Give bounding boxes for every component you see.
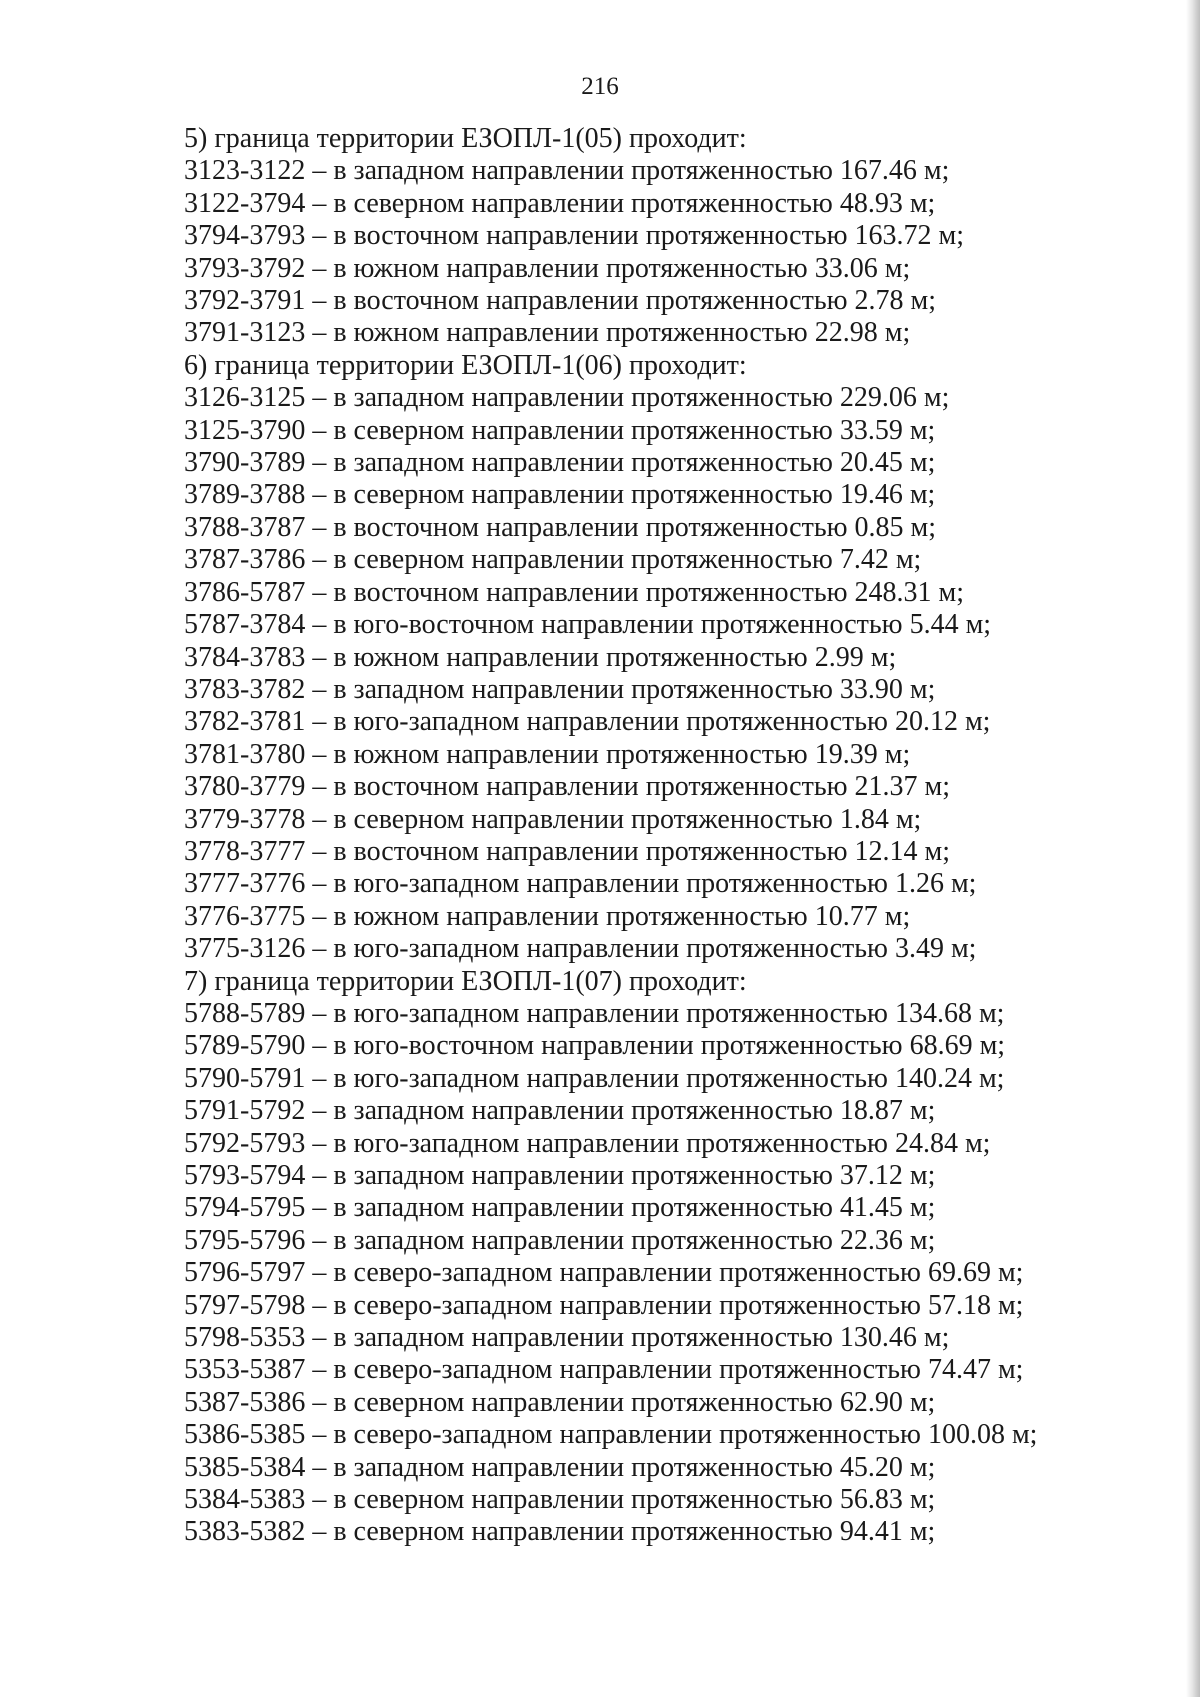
boundary-segment: 3779-3778 – в северном направлении протяженностью 1.84 м; bbox=[184, 803, 922, 835]
boundary-segment: 5792-5793 – в юго-западном направлении протяженностью 24.84 м; bbox=[184, 1127, 991, 1159]
boundary-segment: 5387-5386 – в северном направлении протяженностью 62.90 м; bbox=[184, 1386, 936, 1418]
boundary-segment: 5353-5387 – в северо-западном направлении протяженностью 74.47 м; bbox=[184, 1354, 1024, 1386]
boundary-segment: 5383-5382 – в северном направлении протяженностью 94.41 м; bbox=[184, 1516, 936, 1548]
boundary-segment: 3783-3782 – в западном направлении протяженностью 33.90 м; bbox=[184, 673, 936, 705]
boundary-segment: 3787-3786 – в северном направлении протяженностью 7.42 м; bbox=[184, 544, 922, 576]
boundary-segment: 3791-3123 – в южном направлении протяженностью 22.98 м; bbox=[184, 317, 911, 349]
boundary-segment: 3789-3788 – в северном направлении протяженностью 19.46 м; bbox=[184, 479, 936, 511]
scan-edge-shadow bbox=[1186, 0, 1200, 1697]
boundary-segment: 5787-3784 – в юго-восточном направлении протяженностью 5.44 м; bbox=[184, 609, 992, 641]
boundary-segment: 5790-5791 – в юго-западном направлении протяженностью 140.24 м; bbox=[184, 1062, 1005, 1094]
section-heading-07: 7) граница территории ЕЗОПЛ-1(07) проходит: bbox=[184, 965, 747, 997]
boundary-segment: 3776-3775 – в южном направлении протяженностью 10.77 м; bbox=[184, 900, 911, 932]
boundary-segment: 5793-5794 – в западном направлении протяженностью 37.12 м; bbox=[184, 1160, 936, 1191]
boundary-segment: 3777-3776 – в юго-западном направлении протяженностью 1.26 м; bbox=[184, 868, 977, 900]
boundary-segment: 3784-3783 – в южном направлении протяженностью 2.99 м; bbox=[184, 641, 897, 673]
boundary-segment: 3788-3787 – в восточном направлении протяженностью 0.85 м; bbox=[184, 511, 937, 543]
section-heading-05: 5) граница территории ЕЗОПЛ-1(05) проходит: bbox=[184, 123, 747, 154]
boundary-segment: 3782-3781 – в юго-западном направлении протяженностью 20.12 м; bbox=[184, 706, 991, 738]
boundary-segment: 5385-5384 – в западном направлении протяженностью 45.20 м; bbox=[184, 1451, 936, 1483]
boundary-segment: 3780-3779 – в восточном направлении протяженностью 21.37 м; bbox=[184, 771, 951, 803]
boundary-segment: 5384-5383 – в северном направлении протяженностью 56.83 м; bbox=[184, 1484, 936, 1516]
boundary-segment: 3786-5787 – в восточном направлении протяженностью 248.31 м; bbox=[184, 576, 965, 608]
boundary-segment: 5791-5792 – в западном направлении протяженностью 18.87 м; bbox=[184, 1095, 936, 1127]
boundary-segment: 5789-5790 – в юго-восточном направлении протяженностью 68.69 м; bbox=[184, 1030, 1006, 1062]
boundary-segment: 3126-3125 – в западном направлении протяженностью 229.06 м; bbox=[184, 382, 950, 414]
document-body bbox=[184, 123, 1084, 1549]
boundary-segment: 3792-3791 – в восточном направлении протяженностью 2.78 м; bbox=[184, 285, 937, 317]
boundary-segment: 5794-5795 – в западном направлении протяженностью 41.45 м; bbox=[184, 1192, 936, 1224]
boundary-segment: 3778-3777 – в восточном направлении протяженностью 12.14 м; bbox=[184, 835, 951, 867]
boundary-segment: 5788-5789 – в юго-западном направлении протяженностью 134.68 м; bbox=[184, 997, 1005, 1029]
page-number: 216 bbox=[581, 73, 619, 100]
boundary-segment: 3123-3122 – в западном направлении протяженностью 167.46 м; bbox=[184, 155, 950, 187]
boundary-segment: 5795-5796 – в западном направлении протяженностью 22.36 м; bbox=[184, 1224, 936, 1256]
boundary-segment: 3793-3792 – в южном направлении протяженностью 33.06 м; bbox=[184, 252, 911, 284]
boundary-segment: 5797-5798 – в северо-западном направлении протяженностью 57.18 м; bbox=[184, 1289, 1024, 1321]
boundary-segment: 5798-5353 – в западном направлении протяженностью 130.46 м; bbox=[184, 1322, 950, 1354]
boundary-segment: 5386-5385 – в северо-западном направлении протяженностью 100.08 м; bbox=[184, 1419, 1038, 1451]
boundary-segment: 3781-3780 – в южном направлении протяженностью 19.39 м; bbox=[184, 738, 911, 770]
boundary-segment: 3775-3126 – в юго-западном направлении протяженностью 3.49 м; bbox=[184, 933, 977, 965]
boundary-segment: 3790-3789 – в западном направлении протяженностью 20.45 м; bbox=[184, 447, 936, 479]
boundary-segment: 5796-5797 – в северо-западном направлении протяженностью 69.69 м; bbox=[184, 1257, 1024, 1289]
section-heading-06: 6) граница территории ЕЗОПЛ-1(06) проходит: bbox=[184, 349, 747, 381]
boundary-segment: 3794-3793 – в восточном направлении протяженностью 163.72 м; bbox=[184, 220, 965, 252]
boundary-segment: 3122-3794 – в северном направлении протяженностью 48.93 м; bbox=[184, 187, 936, 219]
boundary-segment: 3125-3790 – в северном направлении протяженностью 33.59 м; bbox=[184, 414, 936, 446]
